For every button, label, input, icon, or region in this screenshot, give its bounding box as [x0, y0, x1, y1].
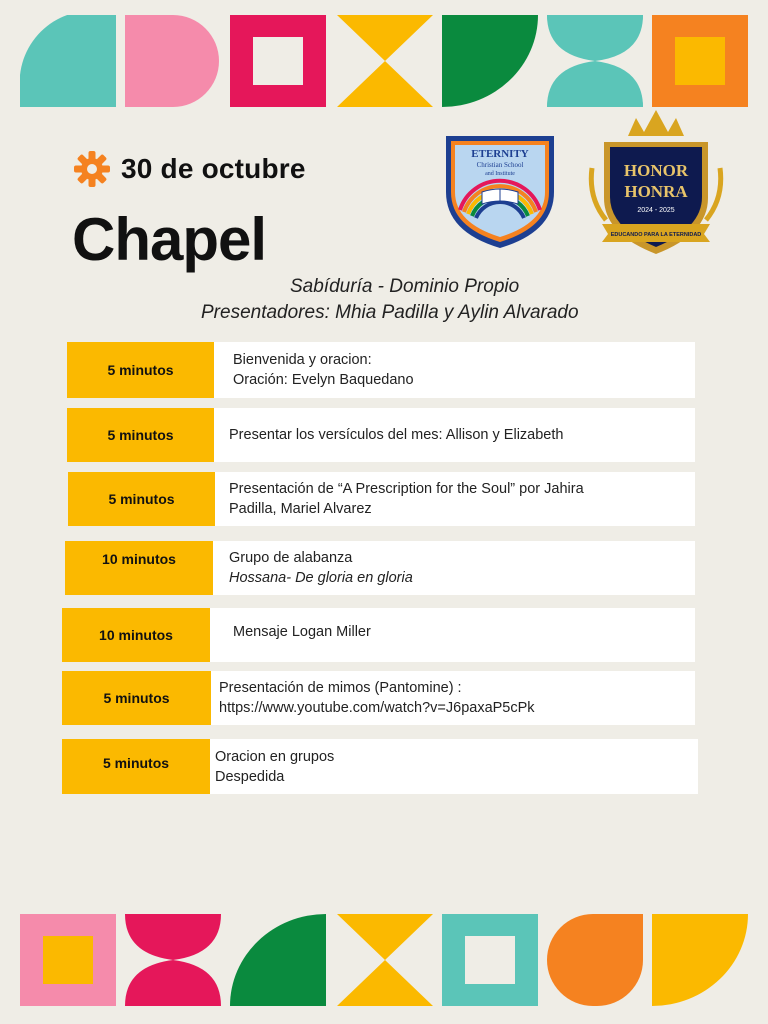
eternity-logo-text-3: and Institute	[485, 171, 515, 177]
honor-years-text: 2024 - 2025	[637, 207, 675, 214]
duration-cell: 5 minutos	[67, 342, 214, 398]
gear-icon	[73, 150, 111, 188]
duration-cell: 10 minutos	[65, 541, 213, 595]
activity-line: Oración: Evelyn Baquedano	[233, 372, 414, 388]
eternity-logo-text-2: Christian School	[476, 161, 524, 169]
honra-text: HONRA	[624, 182, 688, 201]
page-title: Chapel	[72, 206, 267, 273]
activity-line: Oracion en grupos	[215, 748, 335, 765]
activity-line: Despedida	[215, 768, 285, 785]
activity-cell	[213, 541, 695, 595]
yellow-hourglass-shape	[337, 15, 433, 107]
schedule-row-2	[67, 408, 695, 462]
schedule-row-4	[65, 541, 695, 595]
duration-cell: 10 minutos	[62, 608, 210, 662]
duration-cell: 5 minutos	[68, 472, 215, 526]
yellow-hourglass-shape	[337, 914, 433, 1006]
honor-banner-text: EDUCANDO PARA LA ETERNIDAD	[610, 232, 702, 238]
magenta-arcs-shape	[125, 914, 221, 1006]
activity-song: Hossana- De gloria en gloria	[229, 570, 413, 586]
activity-cell	[210, 739, 698, 794]
activity-cell	[215, 472, 695, 526]
activity-line: Bienvenida y oracion:	[233, 352, 372, 368]
activity-line: Mensaje Logan Miller	[233, 624, 371, 640]
duration-cell: 5 minutos	[67, 408, 214, 462]
eternity-school-logo	[442, 132, 558, 250]
schedule-row-3	[68, 472, 695, 526]
schedule-row-5	[62, 608, 695, 662]
schedule-row-7	[62, 739, 698, 794]
presenters-subtitle: Presentadores: Mhia Padilla y Aylin Alvarado	[201, 302, 579, 323]
schedule-row-6	[62, 671, 695, 725]
green-quarter-shape	[230, 914, 326, 1006]
activity-line: Presentar los versículos del mes: Allison y Elizabeth	[229, 427, 564, 443]
activity-line: Presentación de “A Prescription for the Soul” por Jahira	[229, 481, 584, 497]
honor-honra-badge	[586, 108, 726, 258]
green-quarter-shape	[442, 15, 538, 107]
activity-cell	[210, 608, 695, 662]
orange-drop-shape	[547, 914, 643, 1006]
duration-cell: 5 minutos	[62, 739, 210, 794]
activity-cell	[214, 408, 695, 462]
teal-quarter-shape	[20, 15, 116, 107]
bottom-decoration	[0, 914, 768, 1006]
yellow-quarter-shape	[652, 914, 748, 1006]
event-date: 30 de octubre	[121, 153, 306, 184]
activity-line: Presentación de mimos (Pantomine) :	[219, 680, 462, 696]
activity-line: Grupo de alabanza	[229, 550, 353, 566]
schedule-row-1	[67, 342, 695, 398]
activity-cell	[214, 342, 695, 398]
honor-text: HONOR	[623, 161, 689, 180]
top-decoration	[0, 15, 768, 107]
pink-arch-shape	[125, 15, 219, 107]
eternity-logo-text-1: ETERNITY	[471, 148, 529, 160]
youtube-link[interactable]: https://www.youtube.com/watch?v=J6paxaP5cPk	[219, 700, 535, 716]
activity-cell	[211, 671, 695, 725]
date-line	[73, 150, 306, 188]
activity-line: Padilla, Mariel Alvarez	[229, 501, 372, 517]
theme-subtitle: Sabíduría - Dominio Propio	[290, 276, 520, 297]
duration-cell: 5 minutos	[62, 671, 211, 725]
